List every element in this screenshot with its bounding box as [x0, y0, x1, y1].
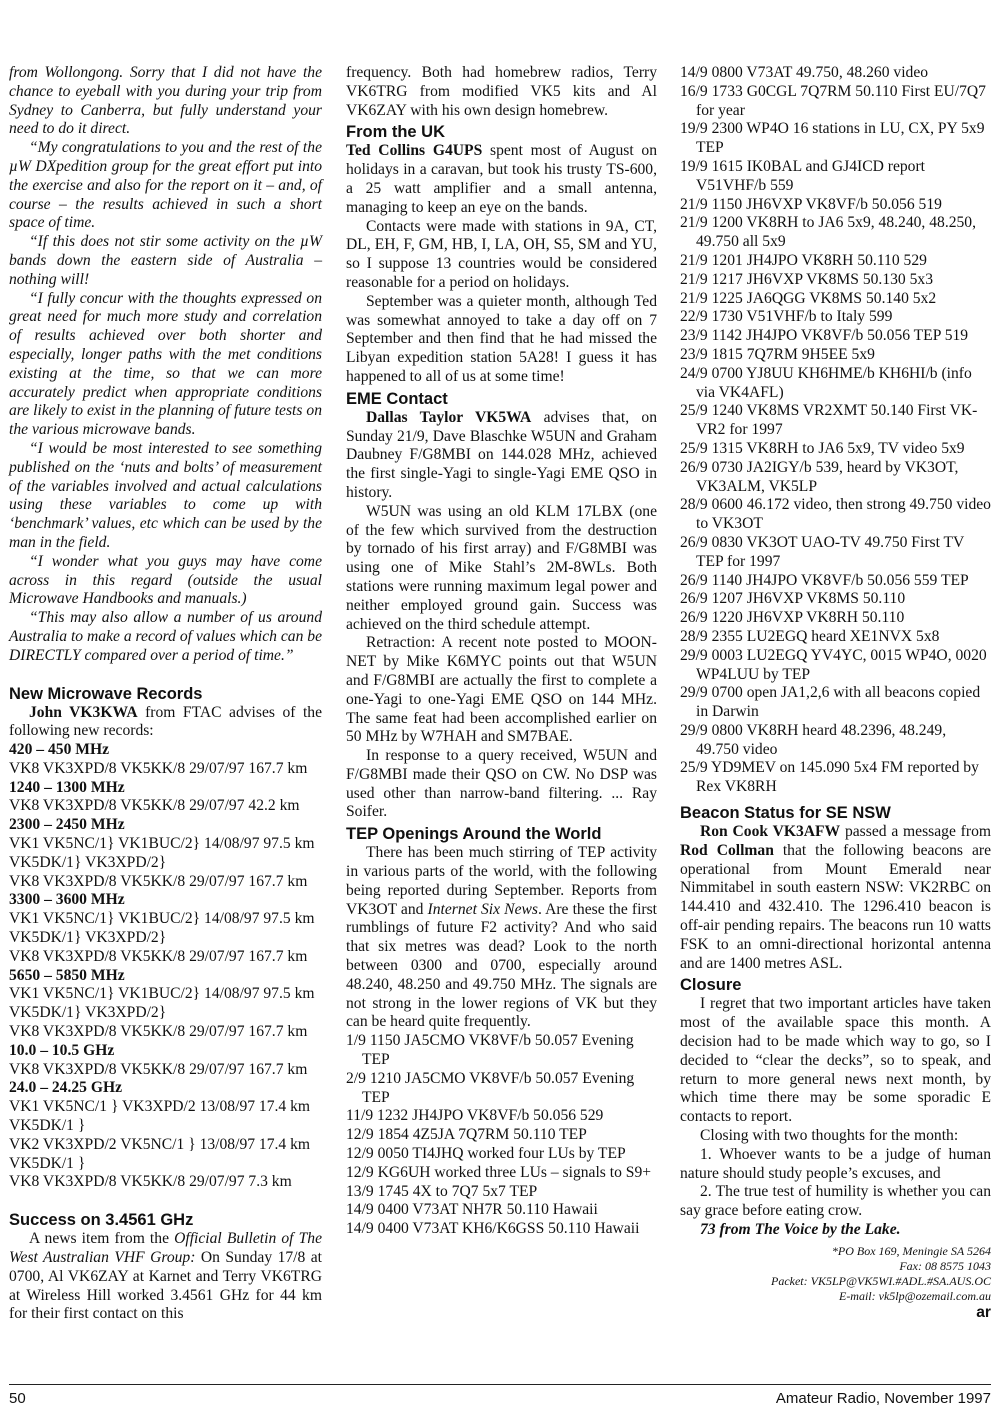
log-entry: 25/9 1240 VK8MS VR2XMT 50.140 First VK-VR2 for 1997: [680, 402, 978, 439]
address-line: Packet: VK5LP@VK5WI.#ADL.#SA.AUS.OC: [770, 1273, 991, 1288]
success-bulletin-title: Official Bulletin of The West Australian VHF Group:: [9, 1230, 322, 1267]
log-entry: 19/9 2300 WP4O 16 stations in LU, CX, PY 5x9 TEP: [680, 120, 985, 157]
band-label: 3300 – 3600 MHz: [9, 891, 125, 909]
records-heading: New Microwave Records: [9, 684, 203, 703]
closure-paragraph: Closing with two thoughts for the month:: [700, 1127, 959, 1145]
tep-heading: TEP Openings Around the World: [346, 825, 602, 844]
record-line: VK1 VK5NC/1} VK1BUC/2} 14/08/97 97.5 km: [9, 985, 315, 1003]
publication-footer: Amateur Radio, November 1997: [775, 1390, 991, 1407]
column-3: [680, 64, 991, 1323]
log-entry: 26/9 0830 VK3OT UAO-TV 49.750 First TV TEP for 1997: [680, 533, 965, 570]
log-entry: 25/9 YD9MEV on 145.090 5x4 FM reported by Rex VK8RH: [680, 759, 979, 796]
log-entry: 1/9 1150 JA5CMO VK8VF/b 50.057 Evening TEP: [346, 1032, 634, 1069]
tep-text-c: . Are these the first rumblings of future F2 activity? And who said that six metres was dead? Look to the north between 0300 and 0700, especially around 48.240, 48.250 and 49.750 MHz. The signals are not strong in the lower regions of VK but they can be heard quite frequently.: [346, 900, 657, 1031]
record-line: VK5DK/1 }: [9, 1154, 86, 1172]
log-entry: 26/9 1207 JH6VXP VK8MS 50.110: [680, 590, 906, 608]
log-entry: 21/9 1217 JH6VXP VK8MS 50.130 5x3: [680, 270, 933, 288]
beacon-text: that the following beacons are operational from Mount Emerald near Nimmitabel in south eastern NSW: VK2RBC on 144.410 and 432.410. The 1296.410 beacon is off-air pending repairs. The beacons run 10 watts FSK to an omni-directional horizontal antenna and are 1400 metres ASL.: [680, 841, 991, 972]
log-entry: 23/9 1815 7Q7RM 9H5EE 5x9: [680, 345, 875, 363]
log-entry: 2/9 1210 JA5CMO VK8VF/b 50.057 Evening TEP: [346, 1069, 635, 1106]
author-address: [680, 1244, 991, 1304]
tep-text-a: There has been much stirring of TEP activity in various parts of the world, with the following being reported during September. Reports from VK3OT and: [346, 844, 657, 918]
band-label: 10.0 – 10.5 GHz: [9, 1041, 115, 1059]
log-entry: 21/9 1150 JH6VXP VK8VF/b 50.056 519: [680, 195, 942, 213]
log-entry: 23/9 1142 JH4JPO VK8VF/b 50.056 TEP 519: [680, 327, 969, 345]
log-entry: 22/9 1730 V51VHF/b to Italy 599: [680, 308, 893, 326]
tep-log-continued: [680, 64, 991, 797]
page-number: 50: [9, 1390, 26, 1407]
record-line: VK1 VK5NC/1} VK1BUC/2} 14/08/97 97.5 km: [9, 910, 315, 928]
log-entry: 11/9 1232 JH4JPO VK8VF/b 50.056 529: [346, 1107, 604, 1125]
record-line: VK8 VK3XPD/8 VK5KK/8 29/07/97 167.7 km: [9, 759, 308, 777]
log-entry: 28/9 2355 LU2EGQ heard XE1NVX 5x8: [680, 627, 940, 645]
letter-paragraph: “This may also allow a number of us around Australia to make a record of values which can be DIRECTLY compared over a period of time.”: [9, 609, 322, 664]
letter-paragraph: “I wonder what you guys may have come across in this regard (outside the usual Microwave Handbooks and manuals.): [9, 552, 322, 608]
log-entry: 26/9 0730 JA2IGY/b 539, heard by VK3OT, VK3ALM, VK5LP: [680, 458, 959, 495]
column-2: [346, 64, 657, 1239]
beacon-heading: Beacon Status for SE NSW: [680, 804, 891, 823]
letter-paragraph: “I would be most interested to see something published on the ‘nuts and bolts’ of measurement of the variables involved and actual calculations using these variables to come up with ‘benchmark’ values, etc which can be used by the man in the field.: [9, 439, 322, 551]
success-paragraph: [9, 1230, 322, 1324]
records-intro: [9, 704, 322, 742]
uk-name: Ted Collins G4UPS: [346, 142, 483, 160]
eme-paragraph: Retraction: A recent note posted to MOON-NET by Mike K6MYC points out that W5UN and F/G8MBI are actually the first to complete a one-Yagi to one-Yagi EME QSO on 144 MHz. The same feat had been accomplished earlier on 50 MHz by W7HAH and SM7BAE.: [346, 634, 657, 746]
tep-source-title: Internet Six News: [427, 900, 538, 918]
eme-text: advises that, on Sunday 21/9, Dave Blaschke W5UN and Graham Daubney F/G8MBI on 144.028 MHz, achieved the first single-Yagi to single-Yagi EME QSO in history.: [346, 408, 658, 501]
record-line: VK5DK/1} VK3XPD/2}: [9, 929, 167, 947]
record-line: VK8 VK3XPD/8 VK5KK/8 29/07/97 167.7 km: [9, 947, 308, 965]
eme-paragraph: [346, 409, 657, 503]
log-entry: 26/9 1140 JH4JPO VK8VF/b 50.056 559 TEP: [680, 571, 969, 589]
closure-paragraph: 1. Whoever wants to be a judge of human nature should study people’s excuses, and: [680, 1145, 991, 1182]
tep-log: [346, 1032, 657, 1239]
log-entry: 24/9 0700 YJ8UU KH6HME/b KH6HI/b (info via VK4AFL): [680, 364, 972, 401]
log-entry: 16/9 1733 G0CGL 7Q7RM 50.110 First EU/7Q7 for year: [680, 82, 986, 119]
record-line: VK8 VK3XPD/8 VK5KK/8 29/07/97 167.7 km: [9, 872, 308, 890]
closure-paragraph: 2. The true test of humility is whether you can say grace before eating crow.: [680, 1183, 991, 1220]
log-entry: 14/9 0400 V73AT NH7R 50.110 Hawaii: [346, 1201, 598, 1219]
record-line: VK1 VK5NC/1} VK1BUC/2} 14/08/97 97.5 km: [9, 835, 315, 853]
letter-paragraph: “I fully concur with the thoughts expressed on great need for much more study and correlation of results achieved over both shorter and especially, longer paths with the met conditions existing at the time, so that we can more accurately predict when appropriate conditions are likely to exist in the planning of future tests on the various microwave bands.: [9, 289, 322, 439]
closure-paragraph: I regret that two important articles have taken most of the available space this month. A decision had to be made which way to go, so I decided to “clear the decks”, so to speak, and return to more general news next month, by which time there may be some sporadic E contacts to report.: [680, 995, 991, 1126]
band-label: 1240 – 1300 MHz: [9, 778, 125, 796]
beacon-paragraph: [680, 823, 991, 973]
log-entry: 29/9 0700 open JA1,2,6 with all beacons copied in Darwin: [680, 684, 981, 721]
beacon-name-2: Rod Collman: [680, 841, 774, 859]
beacon-name-1: Ron Cook VK3AFW: [700, 823, 841, 841]
uk-paragraph: Contacts were made with stations in 9A, CT, DL, EH, F, GM, HB, I, LA, OH, S5, SM and YU, so I suppose 13 countries would be considered reasonable for a period on holidays.: [346, 217, 657, 291]
eme-heading: EME Contact: [346, 389, 448, 408]
letter-quote: [9, 64, 322, 666]
record-line: VK8 VK3XPD/8 VK5KK/8 29/07/97 42.2 km: [9, 797, 300, 815]
band-label: 2300 – 2450 MHz: [9, 816, 125, 834]
log-entry: 14/9 0400 V73AT KH6/K6GSS 50.110 Hawaii: [346, 1220, 640, 1238]
log-entry: 21/9 1225 JA6QGG VK8MS 50.140 5x2: [680, 289, 937, 307]
record-line: VK8 VK3XPD/8 VK5KK/8 29/07/97 167.7 km: [9, 1023, 308, 1041]
records-intro-name: John VK3KWA: [29, 703, 138, 721]
end-mark: ar: [976, 1303, 991, 1321]
log-entry: 26/9 1220 JH6VXP VK8RH 50.110: [680, 609, 905, 627]
success-text-c: On Sunday 17/8 at 0700, Al VK6ZAY at Karnet and Terry VK6TRG at Wireless Hill worked 3.4561 GHz for 44 km for their first contact on this: [9, 1249, 322, 1323]
column-1: [9, 64, 322, 1324]
address-line: Fax: 08 8575 1043: [899, 1258, 991, 1273]
uk-paragraph: [346, 142, 657, 217]
record-line: VK8 VK3XPD/8 VK5KK/8 29/07/97 7.3 km: [9, 1173, 292, 1191]
footer-rule: [9, 1384, 991, 1385]
closure-heading: Closure: [680, 976, 742, 995]
uk-heading: From the UK: [346, 123, 445, 142]
beacon-text-mid: passed a message from: [840, 823, 991, 841]
uk-paragraph: September was a quieter month, although Ted was somewhat annoyed to take a day off on 7 September and then find that he had missed the Libyan expedition station 5A28! I guess it has happened to all of us at some time!: [346, 292, 657, 385]
log-entry: 29/9 0003 LU2EGQ YV4YC, 0015 WP4O, 0020 WP4LUU by TEP: [680, 646, 987, 683]
log-entry: 29/9 0800 VK8RH heard 48.2396, 48.249, 49.750 video: [680, 721, 947, 758]
record-line: VK2 VK3XPD/2 VK5NC/1 } 13/08/97 17.4 km: [9, 1135, 311, 1153]
record-line: VK1 VK5NC/1 } VK3XPD/2 13/08/97 17.4 km: [9, 1098, 311, 1116]
records-intro-text: from FTAC advises of the following new records:: [9, 703, 322, 740]
tep-paragraph: [346, 844, 657, 1032]
address-line: E-mail: vk5lp@ozemail.com.au: [838, 1288, 991, 1303]
records-list: [9, 741, 322, 1192]
log-entry: 12/9 0050 TI4JHQ worked four LUs by TEP: [346, 1145, 626, 1163]
record-line: VK5DK/1} VK3XPD/2}: [9, 1004, 167, 1022]
log-entry: 28/9 0600 46.172 video, then strong 49.750 video to VK3OT: [680, 496, 991, 533]
log-entry: 12/9 KG6UH worked three LUs – signals to S9+: [346, 1163, 652, 1181]
success-text-a: A news item from the: [29, 1230, 175, 1248]
eme-paragraph: W5UN was using an old KLM 17LBX (one of the few which survived from the destruction by tornado of his first array) and F/G8MBI was using one of Mike Stahl’s 2M-8WLs. Both stations were running maximum legal power and neither employed ground gain. Success was achieved on the third schedule attempt.: [346, 502, 657, 633]
log-entry: 13/9 1745 4X to 7Q7 5x7 TEP: [346, 1182, 538, 1200]
log-entry: 14/9 0800 V73AT 49.750, 48.260 video: [680, 64, 929, 81]
continued-paragraph: frequency. Both had homebrew radios, Terry VK6TRG from modified VK5 kits and Al VK6ZAY with his own design homebrew.: [346, 64, 657, 119]
letter-paragraph: “My congratulations to you and the rest of the µW DXpedition group for the great effort put into the exercise and also for the report on it – and, of course – the results achieved in such a short space of time.: [9, 139, 322, 232]
log-entry: 21/9 1201 JH4JPO VK8RH 50.110 529: [680, 251, 927, 269]
record-line: VK5DK/1} VK3XPD/2}: [9, 853, 167, 871]
signoff: 73 from The Voice by the Lake.: [700, 1221, 901, 1239]
log-entry: 19/9 1615 IK0BAL and GJ4ICD report V51VHF/b 559: [680, 157, 925, 194]
eme-paragraph: In response to a query received, W5UN and F/G8MBI made their QSO on CW. No DSP was used other than narrow-band filtering. ... Ray Soifer.: [346, 747, 657, 821]
band-label: 420 – 450 MHz: [9, 741, 110, 759]
uk-text: spent most of August on holidays in a caravan, but took his trusty TS-600, a 25 watt amplifier and a small antenna, managing to keep an eye on the bands.: [346, 142, 658, 216]
letter-paragraph: from Wollongong. Sorry that I did not have the chance to eyeball with you during your trip from Sydney to Canberra, but fully understand your need to do it direct.: [9, 64, 322, 138]
band-label: 24.0 – 24.25 GHz: [9, 1079, 123, 1097]
record-line: VK8 VK3XPD/8 VK5KK/8 29/07/97 167.7 km: [9, 1060, 308, 1078]
log-entry: 25/9 1315 VK8RH to JA6 5x9, TV video 5x9: [680, 439, 965, 457]
eme-name: Dallas Taylor VK5WA: [366, 408, 532, 426]
band-label: 5650 – 5850 MHz: [9, 966, 125, 984]
success-heading: Success on 3.4561 GHz: [9, 1211, 194, 1230]
letter-paragraph: “If this does not stir some activity on the µW bands down the eastern side of Australia – nothing will!: [9, 233, 322, 288]
address-line: *PO Box 169, Meningie SA 5264: [831, 1243, 991, 1258]
log-entry: 21/9 1200 VK8RH to JA6 5x9, 48.240, 48.250, 49.750 all 5x9: [680, 214, 977, 251]
record-line: VK5DK/1 }: [9, 1117, 86, 1135]
log-entry: 12/9 1854 4Z5JA 7Q7RM 50.110 TEP: [346, 1126, 587, 1144]
